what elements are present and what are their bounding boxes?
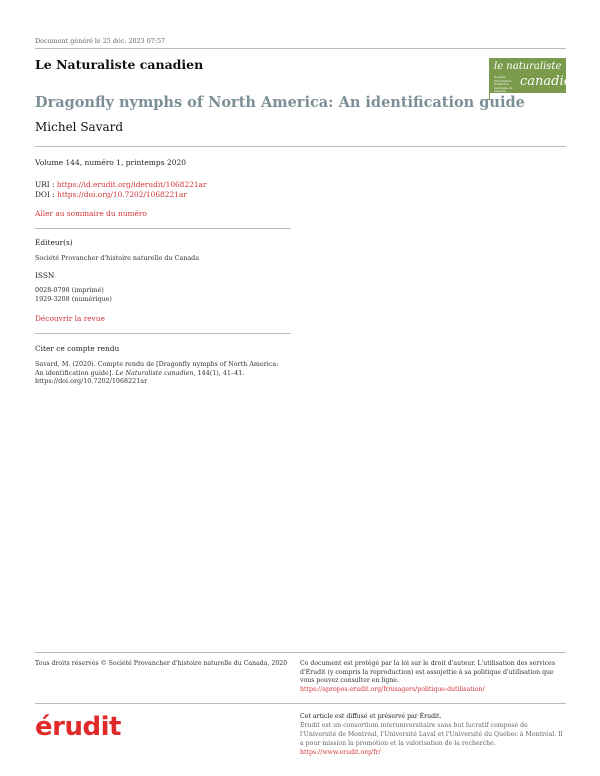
- logo-line1: le naturaliste: [494, 61, 562, 72]
- generated-date: Document généré le 25 déc. 2023 07:57: [35, 37, 166, 45]
- doi-label: DOI :: [35, 190, 58, 199]
- doi-link[interactable]: https://doi.org/10.7202/1068221ar: [57, 190, 187, 199]
- uri-link[interactable]: https://id.erudit.org/iderudit/1068221ar: [56, 180, 207, 189]
- issn-heading: ISSN: [35, 271, 55, 280]
- footer-divider: [35, 652, 566, 653]
- citation-text: [35, 360, 285, 386]
- publisher-name: Société Provancher d'histoire naturelle du Canada: [35, 254, 200, 262]
- article-author: Michel Savard: [35, 120, 124, 134]
- uri-line: [35, 180, 207, 189]
- top-divider: [35, 48, 566, 49]
- distribution-text: Érudit est un consortium interuniversitaire sans but lucratif composé de l'Université de Montréal, l'Université Laval et l'Université du Québec à Montréal. Il a pour mission la promotion et la valorisation de la recherche.: [300, 721, 563, 747]
- discover-link[interactable]: Découvrir la revue: [35, 314, 105, 323]
- doi-line: [35, 190, 187, 199]
- cite-heading: Citer ce compte rendu: [35, 344, 120, 353]
- uri-label: URI :: [35, 180, 57, 189]
- footer-divider-2: [35, 703, 566, 704]
- summary-link[interactable]: Aller au sommaire du numéro: [35, 209, 147, 218]
- citation-part2: , 144(1), 41–41.: [193, 368, 245, 377]
- citation-part1: Savard, M. (2020). Compte rendu de [Dragonfly nymphs of North America: An identification guide].: [35, 360, 279, 377]
- copyright-notice: [300, 660, 565, 695]
- citation-journal: Le Naturaliste canadien: [115, 368, 194, 377]
- rights-notice: Tous droits réservés © Société Provancher d'histoire naturelle du Canada, 2020: [35, 660, 288, 667]
- journal-logo: [489, 58, 580, 94]
- issn-print: 0028-0798 (imprimé): [35, 286, 104, 294]
- issue-info: Volume 144, numéro 1, printemps 2020: [35, 158, 187, 167]
- divider-1: [35, 228, 291, 229]
- logo-small-text: Société Provancher d'histoire naturelle du Canada: [494, 75, 513, 94]
- divider-2: [35, 333, 291, 334]
- issn-digital: 1929-3208 (numérique): [35, 295, 112, 303]
- erudit-logo: érudit: [35, 712, 121, 742]
- policy-link[interactable]: https://apropos.erudit.org/fr/usagers/politique-dutilisation/: [300, 686, 485, 694]
- distribution-heading: Cet article est diffusé et préservé par Érudit.: [300, 713, 442, 720]
- erudit-link[interactable]: https://www.erudit.org/fr/: [300, 748, 381, 756]
- header-divider: [35, 146, 566, 147]
- article-title: Dragonfly nymphs of North America: An identification guide: [35, 94, 525, 111]
- distribution-notice: [300, 713, 565, 758]
- citation-doi: https://doi.org/10.7202/1068221ar: [35, 377, 148, 386]
- logo-line2: canadien: [520, 74, 580, 89]
- copyright-text: Ce document est protégé par la loi sur le droit d'auteur. L'utilisation des services d'Érudit (y compris la reproduction) est assujettie à sa politique d'utilisation que vous pouvez consulter en ligne.: [300, 660, 556, 685]
- publisher-heading: Éditeur(s): [35, 238, 73, 247]
- journal-name: Le Naturaliste canadien: [35, 57, 204, 72]
